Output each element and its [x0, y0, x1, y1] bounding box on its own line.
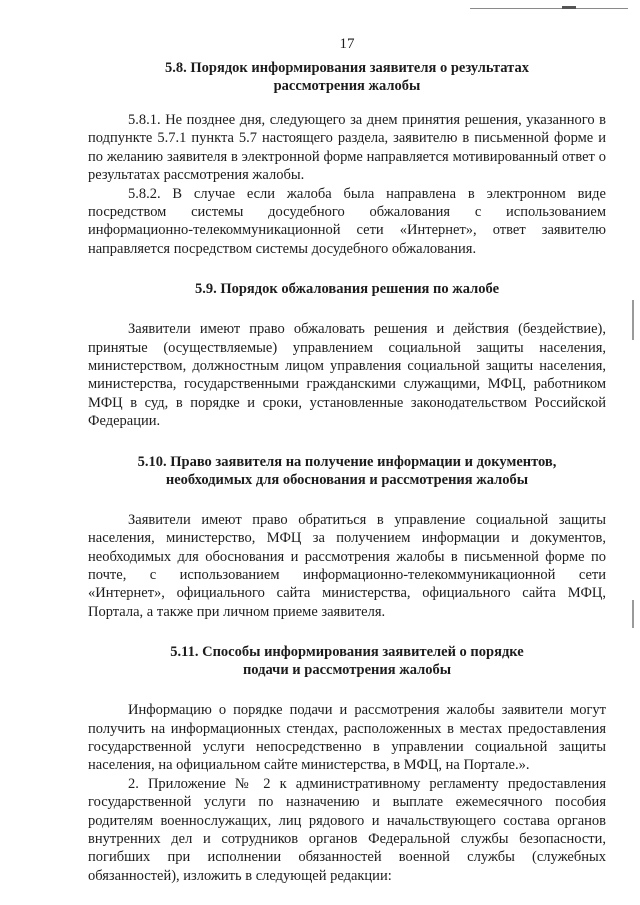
paragraph: Информацию о порядке подачи и рассмотрения жалобы заявители могут получить на информационных стендах, расположенных в местах предоставления государственной услуги непосредственно в управлении социальной защиты населения, на официальном сайте министерства, в МФЦ, на Портале.».: [88, 702, 606, 774]
heading-line: 5.10. Право заявителя на получение информации и документов,: [137, 453, 557, 470]
page-number: 17: [339, 36, 355, 52]
scan-artifact-line: [470, 8, 628, 9]
paragraph: 5.8.2. В случае если жалоба была направлена в электронном виде посредством системы досудебного обжалования с использованием информационно-телекоммуникационной сети «Интернет», ответ заявителю направляется посредством системы досудебного обжалования.: [88, 185, 606, 257]
heading-line: подачи и рассмотрения жалобы: [242, 662, 452, 679]
scan-edge-mark: [632, 300, 634, 340]
section-heading-5-10: [88, 453, 606, 489]
paragraph: Заявители имеют право обжаловать решения и действия (бездействие), принятые (осуществляемые) управлением социальной защиты населения, министерством, должностным лицом управления социальной защиты населения, министерства, государственными гражданскими служащими, МФЦ, работником МФЦ в суд, в порядке и сроки, установленные законодательством Российской Федерации.: [88, 321, 606, 430]
paragraph: 2. Приложение № 2 к административному регламенту предоставления государственной услуги по назначению и выплате ежемесячного пособия родителям военнослужащих, лиц рядового и начальствующего состава органов внутренних дел и сотрудников органов Федеральной службы безопасности, погибших при исполнении обязанностей военной службы (служебных обязанностей), изложить в следующей редакции:: [88, 775, 606, 884]
section-heading-5-8: [88, 59, 606, 95]
section-heading-5-9: [88, 280, 606, 298]
heading-line: рассмотрения жалобы: [273, 78, 421, 94]
document-page: [88, 36, 606, 885]
heading-line: 5.11. Способы информирования заявителей о порядке: [170, 644, 524, 661]
section-heading-5-11: [88, 643, 606, 679]
heading-line: 5.9. Порядок обжалования решения по жалобе: [194, 281, 500, 298]
scan-edge-mark: [632, 600, 634, 628]
heading-line: 5.8. Порядок информирования заявителя о результатах: [165, 60, 529, 76]
heading-line: необходимых для обоснования и рассмотрения жалобы: [165, 471, 529, 488]
paragraph: Заявители имеют право обратиться в управление социальной защиты населения, министерство, МФЦ за получением информации и документов, необходимых для обоснования и рассмотрения жалобы в письменной форме по почте, с использованием информационно-телекоммуникационной сети «Интернет», официального сайта министерства, официального сайта МФЦ, Портала, а также при личном приеме заявителя.: [88, 511, 606, 620]
scan-artifact-mark: [562, 6, 576, 9]
paragraph: 5.8.1. Не позднее дня, следующего за днем принятия решения, указанного в подпункте 5.7.1 пункта 5.7 настоящего раздела, заявителю в письменной форме и по желанию заявителя в электронной форме направляется мотивированный ответ о результатах рассмотрения жалобы.: [88, 112, 606, 184]
